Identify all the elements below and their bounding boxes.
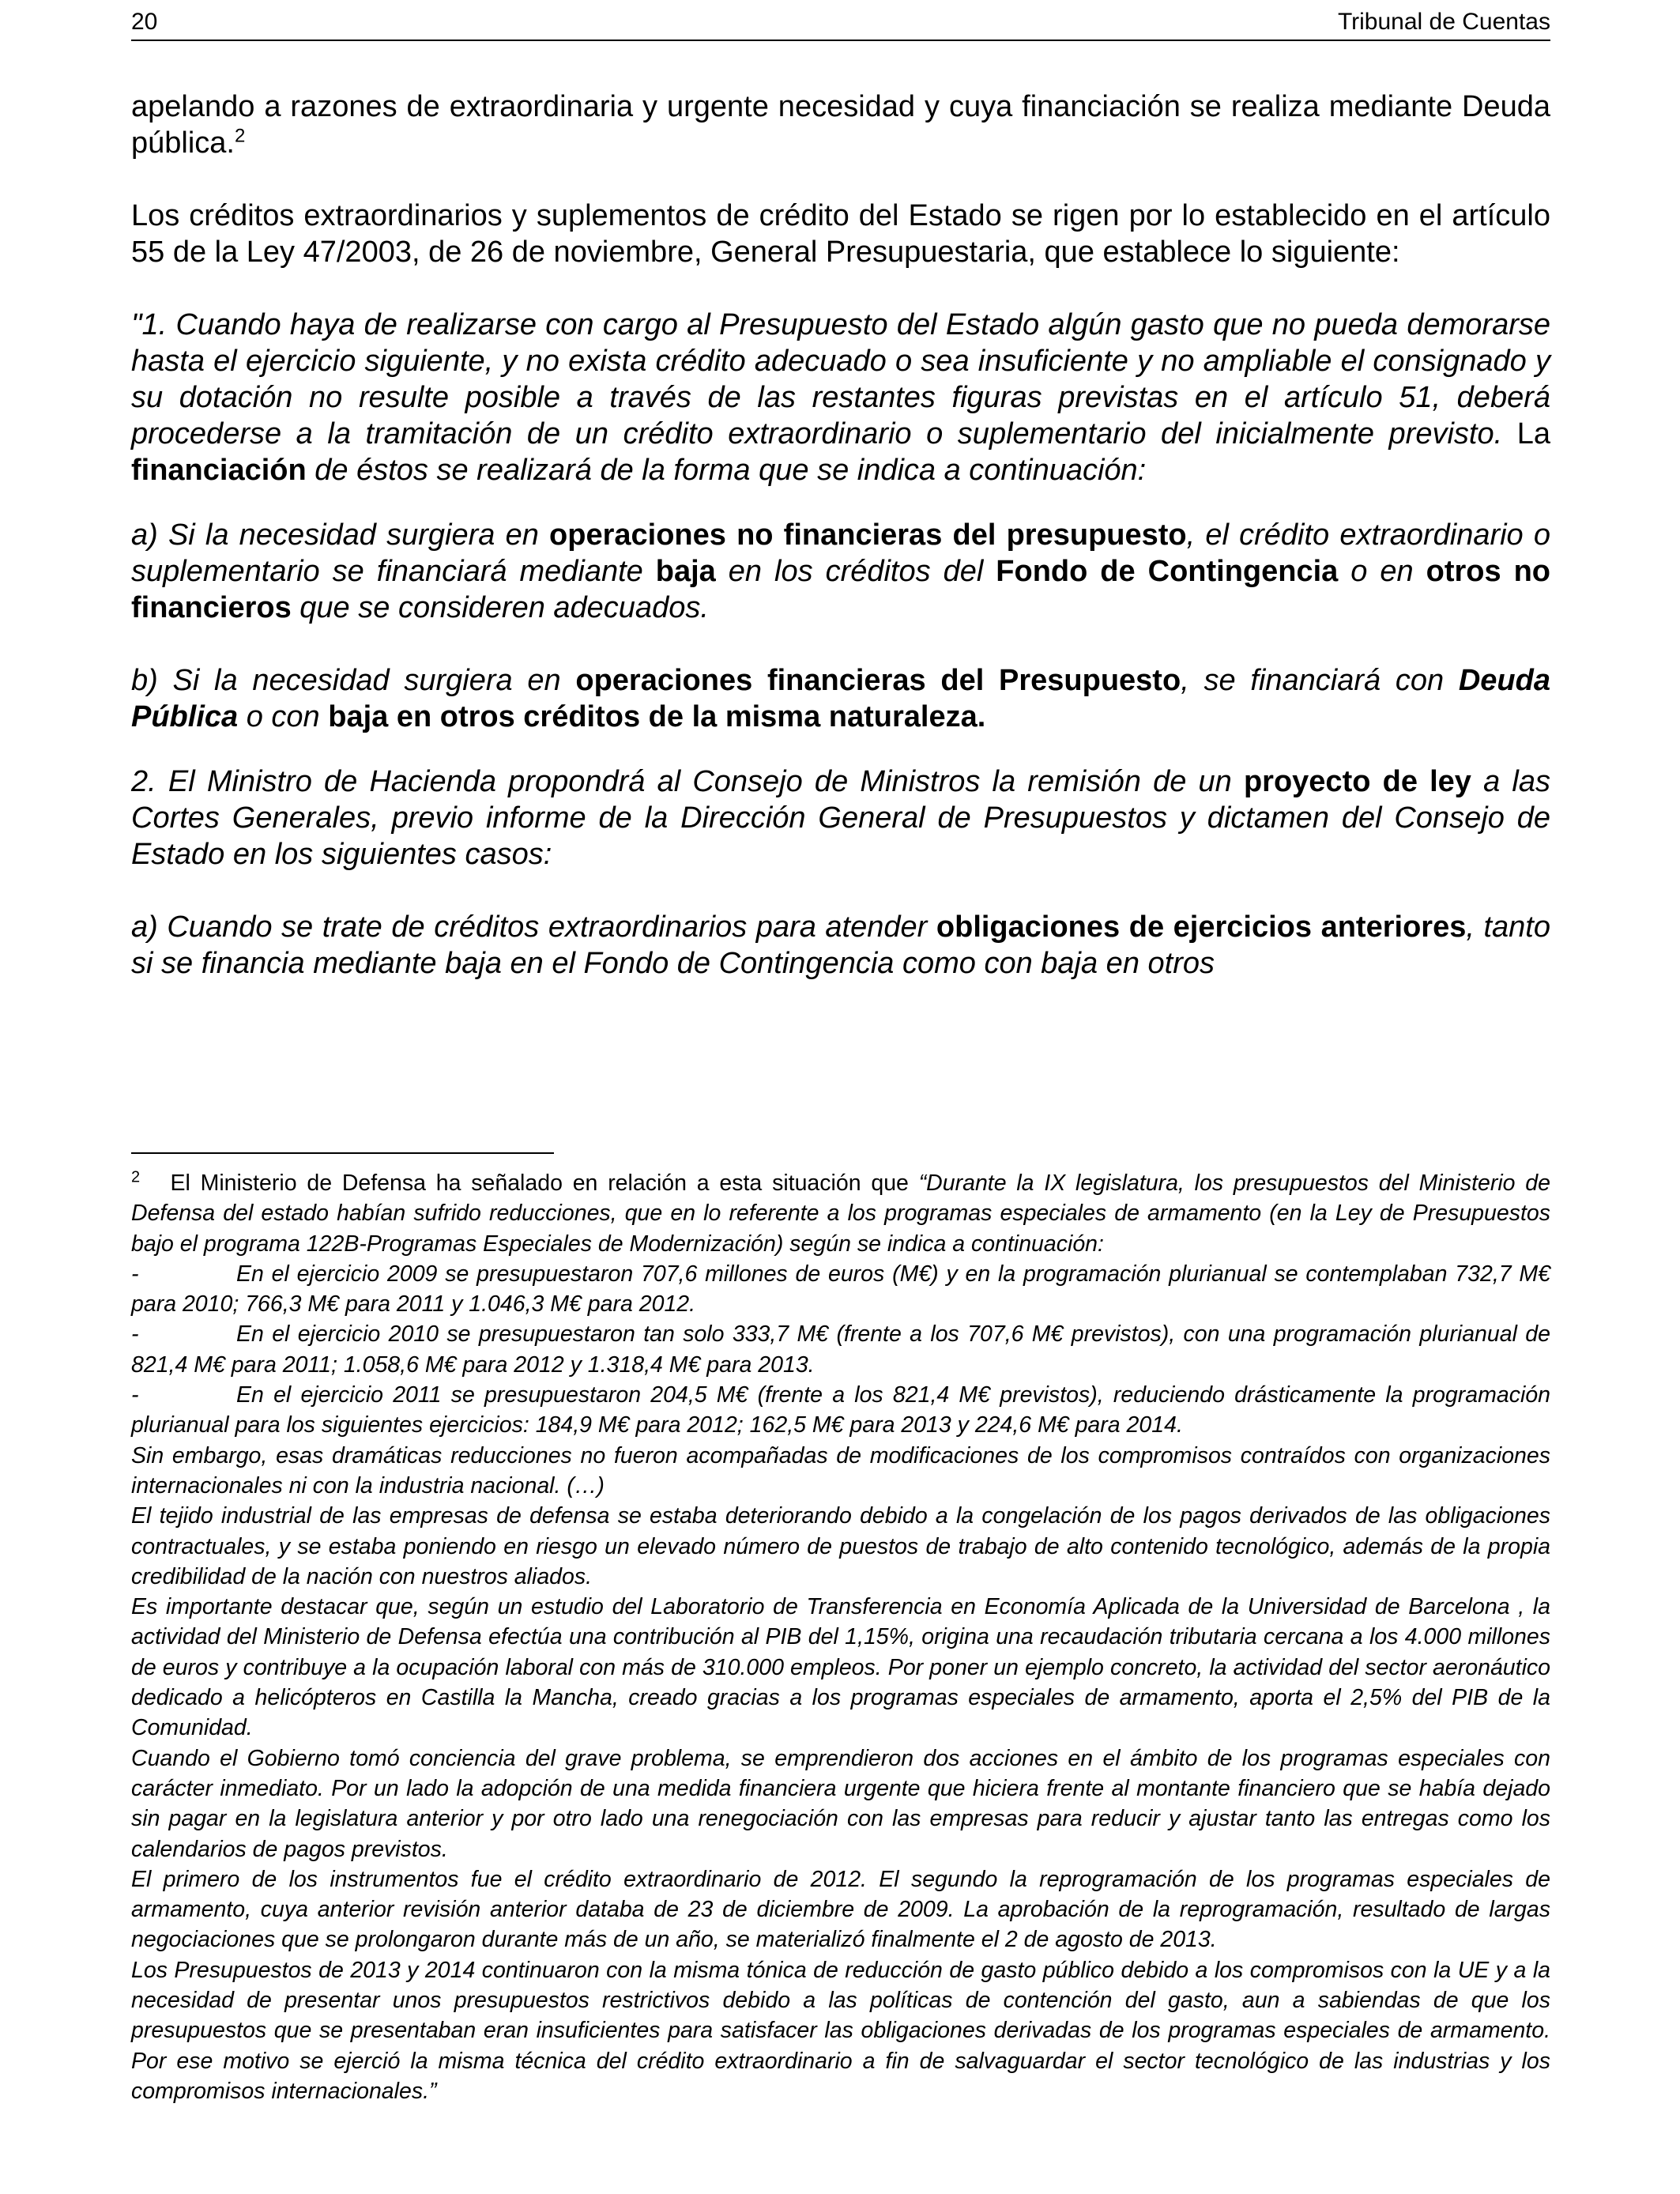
footnote-paragraph: El primero de los instrumentos fue el crédito extraordinario de 2012. El segundo la reprogramación de los programas especiales de armamento, cuya anterior revisión anterior databa de 23 de diciembre de 2009. La aprobación de la reprogramación, resultado de largas negociaciones que se prolongaron durante más de un año, se materializó finalmente el 2 de agosto de 2013. bbox=[131, 1866, 1550, 1953]
quote-item-b: b) Si la necesidad surgiera en operaciones financieras del Presupuesto, se financiará con Deuda Pública o con baja en otros créditos de la misma naturaleza. bbox=[131, 664, 1550, 733]
header-title: Tribunal de Cuentas bbox=[1337, 9, 1550, 35]
footnote-bullet-3: - En el ejercicio 2011 se presupuestaron 204,5 M€ (frente a los 821,4 M€ previstos), reduciendo drásticamente la programación plurianual para los siguientes ejercicios: 184,9 M€ para 2012; 162,5 M€ para 2013 y 224,6 M€ para 2014. bbox=[131, 1382, 1550, 1438]
quote-paragraph-2: 2. El Ministro de Hacienda propondrá al Consejo de Ministros la remisión de un proyecto de ley a las Cortes Generales, previo informe de la Dirección General de Presupuestos y dictamen del Consejo de Estado en los siguientes casos: bbox=[131, 765, 1551, 871]
footnote-marker: 2 bbox=[131, 1168, 141, 1186]
footnote-bullet-1: - En el ejercicio 2009 se presupuestaron 707,6 millones de euros (M€) y en la programación plurianual se contemplaban 732,7 M€ para 2010; 766,3 M€ para 2011 y 1.046,3 M€ para 2012. bbox=[131, 1261, 1550, 1318]
footnote-paragraph: Sin embargo, esas dramáticas reducciones no fueron acompañadas de modificaciones de los compromisos contraídos con organizaciones internacionales ni con la industria nacional. (…) bbox=[131, 1442, 1550, 1498]
footnote-paragraph: Los Presupuestos de 2013 y 2014 continuaron con la misma tónica de reducción de gasto público debido a los compromisos con la UE y a la necesidad de presentar unos presupuestos restrictivos debido a las políticas de contención del gasto, aun a sabiendas de que los presupuestos que se presentaban eran insuficientes para satisfacer las obligaciones derivadas de los programas especiales de armamento. Por ese motivo se ejerció la misma técnica del crédito extraordinario a fin de salvaguardar el sector tecnológico de las industrias y los compromisos internacionales.” bbox=[131, 1957, 1550, 2104]
footnote-reference[interactable]: 2 bbox=[234, 125, 246, 147]
footnote-paragraph: El tejido industrial de las empresas de defensa se estaba deteriorando debido a la congelación de los pagos derivados de las obligaciones contractuales, y se estaba poniendo en riesgo un elevado número de puestos de trabajo de alto contenido tecnológico, además de la propia credibilidad de la nación con nuestros aliados. bbox=[131, 1503, 1550, 1589]
main-text bbox=[131, 89, 1550, 1018]
paragraph-legal-basis: Los créditos extraordinarios y suplementos de crédito del Estado se rigen por lo establecido en el artículo 55 de la Ley 47/2003, de 26 de noviembre, General Presupuestaria, que establece lo siguiente: bbox=[131, 199, 1550, 269]
footnote bbox=[131, 1168, 1550, 2106]
quote-paragraph-1: "1. Cuando haya de realizarse con cargo al Presupuesto del Estado algún gasto que no pueda demorarse hasta el ejercicio siguiente, y no exista crédito adecuado o sea insuficiente y no ampliable el consignado y su dotación no resulte posible a través de las restantes figuras previstas en el artículo 51, deberá procederse a la tramitación de un crédito extraordinario o suplementario del inicialmente previsto. La financiación de éstos se realizará de la forma que se indica a continuación: bbox=[131, 308, 1550, 487]
footnote-intro: $^2$ El Ministerio de Defensa ha señalado en relación a esta situación que “Durante la IX legislatura, los presupuestos del Ministerio de Defensa del estado habían sufrido reducciones, que en lo referente a los programas especiales de armamento (en la Ley de Presupuestos bajo el programa 122B-Programas Especiales de Modernización) según se indica a continuación: bbox=[131, 1168, 1550, 1257]
footnote-paragraph: Cuando el Gobierno tomó conciencia del grave problema, se emprendieron dos acciones en el ámbito de los programas especiales con carácter inmediato. Por un lado la adopción de una medida financiera urgente que hiciera frente al montante financiero que se había dejado sin pagar en la legislatura anterior y por otro lado una renegociación con las empresas para reducir y ajustar tanto las entregas como los calendarios de pagos previstos. bbox=[131, 1745, 1550, 1862]
paragraph-intro: apelando a razones de extraordinaria y urgente necesidad y cuya financiación se realiza mediante Deuda pública.$^2$ bbox=[131, 90, 1550, 160]
page-number: 20 bbox=[131, 9, 158, 35]
quote-item-2a: a) Cuando se trate de créditos extraordinarios para atender obligaciones de ejercicios anteriores, tanto si se financia mediante baja en el Fondo de Contingencia como con baja en otros bbox=[131, 910, 1550, 980]
footnote-divider bbox=[131, 1152, 554, 1154]
footnote-paragraph: Es importante destacar que, según un estudio del Laboratorio de Transferencia en Economía Aplicada de la Universidad de Barcelona , la actividad del Ministerio de Defensa efectúa una contribución al PIB del 1,15%, origina una recaudación tributaria cercana a los 4.000 millones de euros y contribuye a la ocupación laboral con más de 310.000 empleos. Por poner un ejemplo concreto, la actividad del sector aeronáutico dedicado a helicópteros en Castilla la Mancha, creado gracias a los programas especiales de armamento, aporta el 2,5% del PIB de la Comunidad. bbox=[131, 1594, 1550, 1741]
footnote-bullet-2: - En el ejercicio 2010 se presupuestaron tan solo 333,7 M€ (frente a los 707,6 M€ previstos), con una programación plurianual de 821,4 M€ para 2011; 1.058,6 M€ para 2012 y 1.318,4 M€ para 2013. bbox=[131, 1321, 1550, 1378]
quote-item-a: a) Si la necesidad surgiera en operaciones no financieras del presupuesto, el crédito extraordinario o suplementario se financiará mediante baja en los créditos del Fondo de Contingencia o en otros no financieros que se consideren adecuados. bbox=[131, 518, 1551, 624]
page-header bbox=[131, 5, 1550, 41]
